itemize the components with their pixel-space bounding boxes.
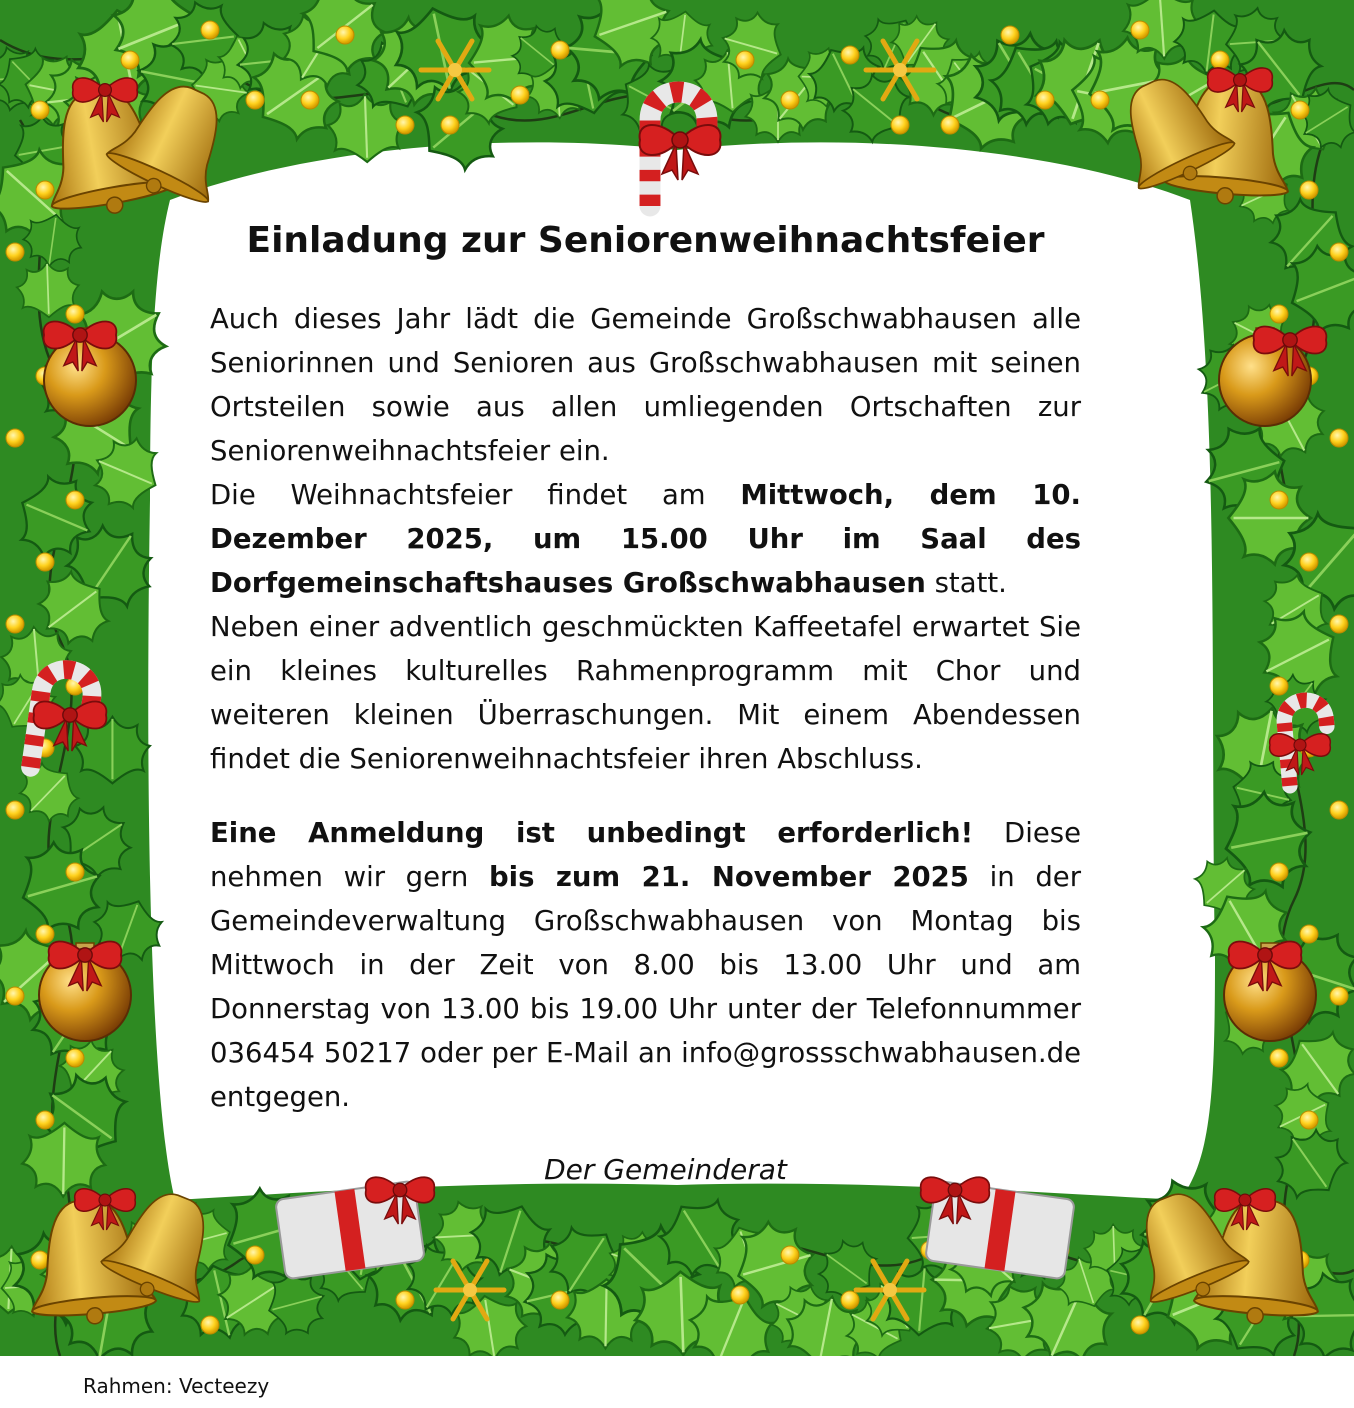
- light-bulb-icon: [6, 987, 24, 1005]
- registration-details: in der Gemeindeverwaltung Großschwabhausen von Montag bis Mittwoch in der Zeit von 8.00 bis 13.00 Uhr und am Donnerstag von 13.00 bis 19.00 Uhr unter der Telefonnummer 036454 50217 oder per E-Mail an info@grossschwabhausen.de entgegen.: [210, 861, 1082, 1113]
- light-bulb-icon: [1270, 677, 1288, 695]
- light-bulb-icon: [781, 1246, 799, 1264]
- light-bulb-icon: [1300, 553, 1318, 571]
- registration-paragraph: [210, 811, 1081, 1119]
- invitation-body: [210, 220, 1081, 1186]
- light-bulb-icon: [1330, 429, 1348, 447]
- light-bulb-icon: [66, 1049, 84, 1067]
- light-bulb-icon: [551, 41, 569, 59]
- event-text-post: statt.: [925, 567, 1007, 599]
- light-bulb-icon: [36, 925, 54, 943]
- event-text-pre: Die Weihnachtsfeier findet am: [210, 479, 741, 511]
- light-bulb-icon: [1330, 987, 1348, 1005]
- light-bulb-icon: [31, 1251, 49, 1269]
- light-bulb-icon: [1270, 1049, 1288, 1067]
- light-bulb-icon: [1211, 51, 1229, 69]
- light-bulb-icon: [6, 801, 24, 819]
- light-bulb-icon: [336, 26, 354, 44]
- page-title: Einladung zur Seniorenweihnachtsfeier: [246, 220, 1045, 261]
- light-bulb-icon: [736, 51, 754, 69]
- program-paragraph: Neben einer adventlich geschmückten Kaffeetafel erwartet Sie ein kleines kulturelles Rahmenprogramm mit Chor und weiteren kleinen Überraschungen. Mit einem Abendessen findet die Seniorenweihnachtsfeier ihren Abschluss.: [210, 611, 1081, 775]
- light-bulb-icon: [1131, 21, 1149, 39]
- light-bulb-icon: [441, 116, 459, 134]
- light-bulb-icon: [246, 91, 264, 109]
- light-bulb-icon: [1270, 491, 1288, 509]
- light-bulb-icon: [36, 553, 54, 571]
- light-bulb-icon: [6, 243, 24, 261]
- event-date-location: Mittwoch, dem 10. Dezember 2025, um 15.00 Uhr im Saal des Dorfgemeinschaftshauses Großschwabhausen: [210, 479, 1081, 599]
- light-bulb-icon: [1300, 181, 1318, 199]
- intro-paragraph: Auch dieses Jahr lädt die Gemeinde Großschwabhausen alle Seniorinnen und Senioren aus Großschwabhausen mit seinen Ortsteilen sowie aus allen umliegenden Ortschaften zur Seniorenweihnachtsfeier ein.: [210, 303, 1081, 467]
- light-bulb-icon: [1300, 925, 1318, 943]
- light-bulb-icon: [511, 86, 529, 104]
- light-bulb-icon: [201, 21, 219, 39]
- light-bulb-icon: [781, 91, 799, 109]
- registration-deadline: bis zum 21. November 2025: [488, 861, 969, 893]
- image-credit: Rahmen: Vecteezy: [83, 1374, 270, 1398]
- registration-required: Eine Anmeldung ist unbedingt erforderlich!: [210, 817, 974, 849]
- registration-text: Diese nehmen wir gern: [210, 817, 1081, 893]
- light-bulb-icon: [66, 305, 84, 323]
- light-bulb-icon: [1330, 243, 1348, 261]
- event-paragraph: [210, 473, 1081, 605]
- light-bulb-icon: [941, 116, 959, 134]
- light-bulb-icon: [1270, 305, 1288, 323]
- light-bulb-icon: [396, 1291, 414, 1309]
- light-bulb-icon: [1330, 801, 1348, 819]
- light-bulb-icon: [1036, 91, 1054, 109]
- light-bulb-icon: [66, 491, 84, 509]
- signature: Der Gemeinderat: [544, 1153, 787, 1186]
- light-bulb-icon: [201, 1316, 219, 1334]
- light-bulb-icon: [36, 181, 54, 199]
- light-bulb-icon: [1291, 101, 1309, 119]
- light-bulb-icon: [841, 46, 859, 64]
- light-bulb-icon: [551, 1291, 569, 1309]
- light-bulb-icon: [731, 1286, 749, 1304]
- light-bulb-icon: [891, 116, 909, 134]
- light-bulb-icon: [1131, 1316, 1149, 1334]
- light-bulb-icon: [6, 429, 24, 447]
- light-bulb-icon: [121, 51, 139, 69]
- light-bulb-icon: [246, 1246, 264, 1264]
- light-bulb-icon: [1300, 1111, 1318, 1129]
- light-bulb-icon: [301, 91, 319, 109]
- light-bulb-icon: [1091, 91, 1109, 109]
- light-bulb-icon: [841, 1291, 859, 1309]
- light-bulb-icon: [396, 116, 414, 134]
- light-bulb-icon: [66, 863, 84, 881]
- light-bulb-icon: [1001, 26, 1019, 44]
- light-bulb-icon: [1330, 615, 1348, 633]
- light-bulb-icon: [1270, 863, 1288, 881]
- light-bulb-icon: [36, 1111, 54, 1129]
- light-bulb-icon: [31, 101, 49, 119]
- light-bulb-icon: [6, 615, 24, 633]
